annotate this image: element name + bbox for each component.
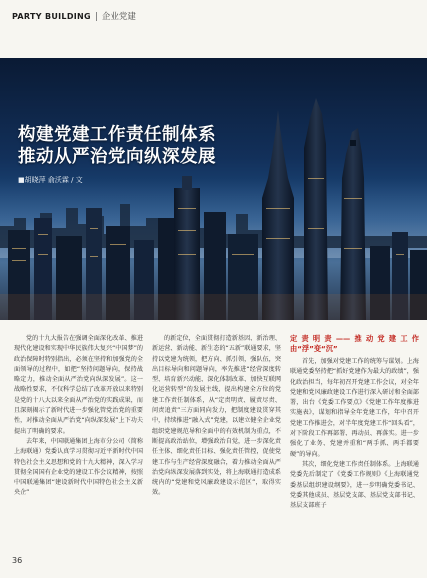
section-name-en: PARTY BUILDING xyxy=(12,11,91,21)
section-name-cn: 企业党建 xyxy=(101,12,136,22)
section-subheading: 定责明责——推动党建工作由“浮”变“沉” xyxy=(290,334,419,353)
article-title-line-2: 推动从严治党向纵深发展 xyxy=(18,147,216,167)
paragraph: 其次，细化党建工作责任制体系。上海联通党委先后制定了《党委工作规则》《上海联通党委基层组织建设纲要》，进一步明确党委书记、党委其他成员、基层党支部、基层党支部书记、基层支部班子 xyxy=(290,460,419,510)
paragraph: 首先，加强对党建工作的统筹与谋划。上海联通党委坚持把“抓好党建作为最大的政绩”，强化政治担当，每年初召开党建工作会议，对全年党建和党风廉政建设工作进行深入研讨和全面部署，出台《党委工作要点》《党建工作年度推进实施表》，谋划和指导全年党建工作，年中召开党建工作推进会，对半年度党建工作“回头看”，对下阶段工作再部署、再动员、再落实。进一步强化了业务、党建并重和“两手抓、两手都要硬”的导向。 xyxy=(290,358,419,458)
column-1 xyxy=(14,334,143,548)
page-number: 36 xyxy=(12,556,23,565)
byline xyxy=(18,175,216,185)
section-header xyxy=(12,9,136,23)
header-divider xyxy=(96,12,97,21)
city-skyline-illustration xyxy=(0,58,427,320)
column-2 xyxy=(152,334,281,548)
paragraph: 去年来，中国联通集团上海市分公司（简称上海联通）党委认真学习贯彻习近平新时代中国特色社会主义思想和党的十九大精神，深入学习贯彻全国国有企业党的建设工作会议精神，按照中国联通集团“建设新时代中国特色社会主义新央企” xyxy=(14,437,143,497)
paragraph: 党的十九大报告在强调全面深化改革、推进现代化建设和实现中华民族伟大复兴“中国梦”的政治保障时特别指出，必须在坚持和加强党的全面领导的过程中，如把“坚持问题导向，保持战略定力，推动全面从严治党向纵深发展”。这一战略性要求，不仅科学总结了改革开放以来特别是党的十八大以来全面从严治党的实践成果，而且深刻揭示了新时代进一步强化管党治党的重要性，对推动全面从严治党“向纵深发展”上下功夫提出了明确的要求。 xyxy=(14,335,143,435)
article-title-line-1: 构建党建工作责任制体系 xyxy=(18,125,216,145)
column-3 xyxy=(290,334,419,548)
hero-banner xyxy=(0,58,427,320)
article-title-block xyxy=(18,124,216,185)
paragraph: 的新定位，全面贯彻打造新基因、新治理、新运营、新动能、新生态的“五新”联通要求，坚持以党建为统领，把方向、抓引领，强队伍，突出目标导向和问题导向，率先推进“经营深度转型、培育新兴动能、深化体制改革、加快互联网化运营转型”的发展主线，提出构建全方位的党建工作责任制体系，从“定责明责、履责尽责、问责追责”三方面同向发力，把制度建设贯穿其中，持续推进“融入式”党建，以建立健全企业党组织党建规范导和全面中的有效机制为重点，不断提高政治站位，增强政治自觉，进一步深化责任主体、细化责任目标、强化责任管控，促使党建工作与生产经营深度融合，着力推动全面从严治党向纵深发展落到实处，将上海联通打造成系统内的“党建和党风廉政建设示范区”，取得实效。 xyxy=(152,335,281,497)
article-body xyxy=(14,334,419,548)
byline-text: ■胡晓萍 俞沃霖 / 文 xyxy=(18,176,83,184)
